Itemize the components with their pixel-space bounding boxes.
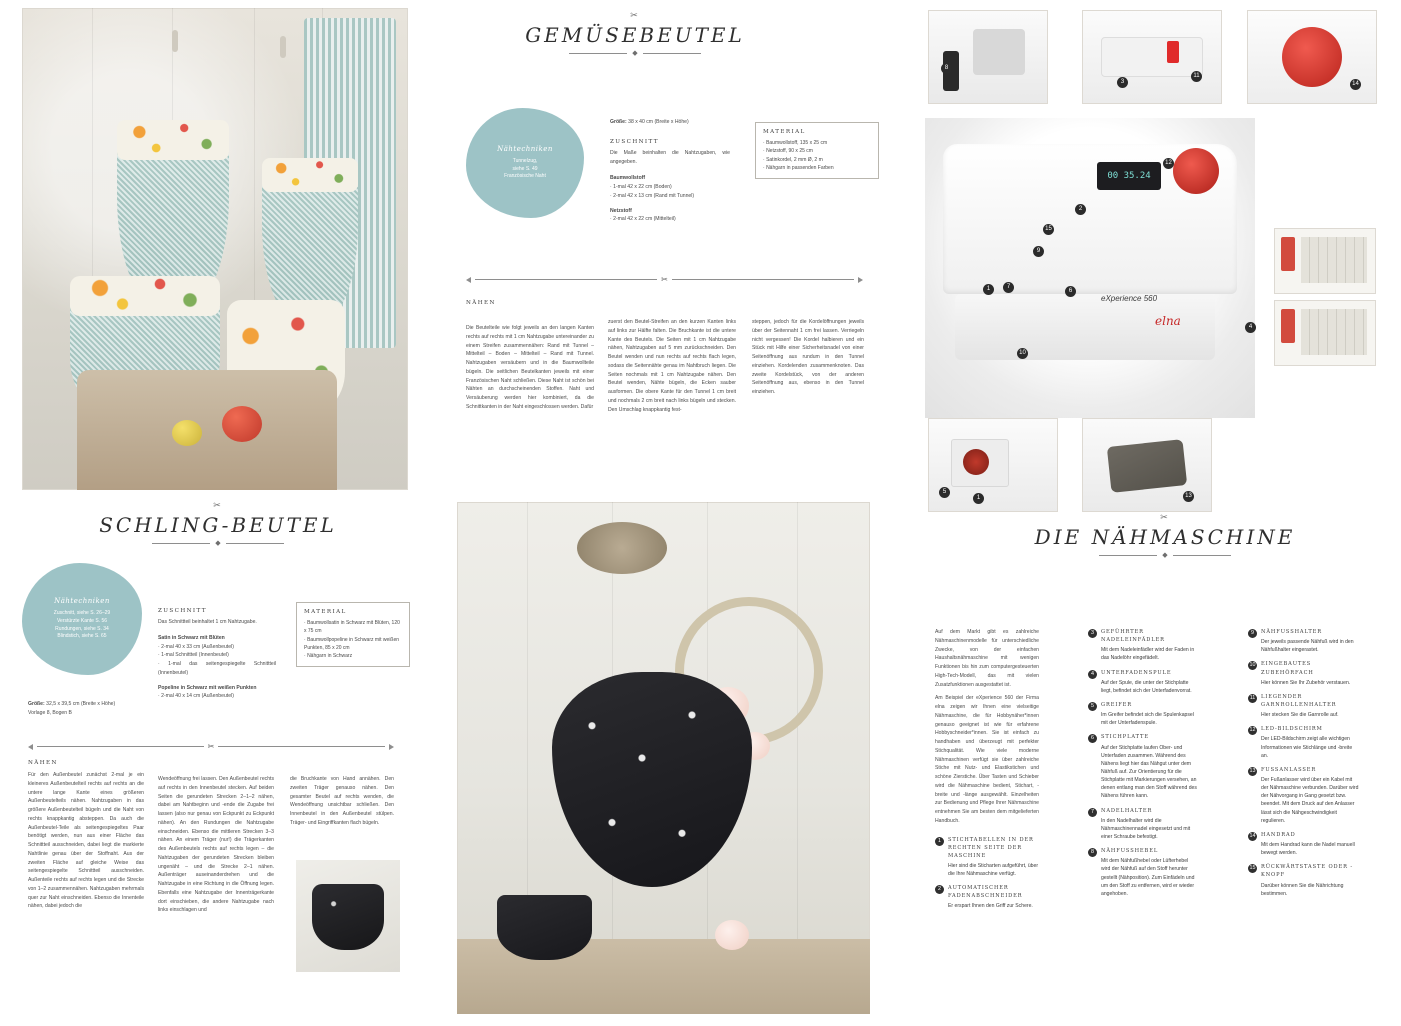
legend-number: 1	[935, 837, 944, 846]
legend-item-12	[1248, 725, 1360, 760]
callout-14: 14	[1350, 79, 1361, 90]
legend-text: In den Nadelhalter wird die Nähmaschinennadel eingesetzt und mit einer Schraube befestigt.	[1101, 817, 1191, 840]
material-label: MATERIAL	[304, 609, 347, 615]
cloud-line-2: siehe S. 49	[512, 165, 538, 172]
material-item-2: · Netzstoff, 90 x 25 cm	[763, 148, 813, 155]
cloud-line-1: Zuschnitt, siehe S. 26–29	[53, 610, 111, 616]
zuschnitt-group-1-item-1: · 2-mal 40 x 33 cm (Außenbeutel)	[158, 643, 234, 650]
material-item-1: · Baumwollsatin in Schwarz mit Blüten, 120 x 75 cm	[304, 620, 400, 635]
legend-item-13	[1248, 766, 1360, 825]
legend-number: 2	[935, 885, 944, 894]
photo-sewing-machine	[925, 118, 1255, 418]
legend-number: 3	[1088, 629, 1097, 638]
zuschnitt-group-2-item-1: · 2-mal 42 x 22 cm (Mittelteil)	[610, 216, 676, 223]
callout-5: 5	[939, 487, 950, 498]
photo-detail-controls	[1082, 10, 1222, 104]
page-title-gemuesebeutel: GEMÜSEBEUTEL	[525, 23, 745, 47]
callout-1b: 1	[973, 493, 984, 504]
material-label: MATERIAL	[763, 129, 806, 135]
nahen-column-1: Die Beutelteile wie folgt jeweils an den langen Kanten rechts auf rechts mit 1 cm Nahtzugabe untereinander zu einem Streifen zusammennähen: Rand mit Tunnel – Mittelteil – Boden – Mittelteil – Rand mit Tunnel. Nahtzugaben versäubern und in die Baumwollteile bügeln. Die seitlichen Beutelkanten jeweils mit einer Französischen Naht schließen. Diese Naht ist schön bei Nähten an durchscheinenden Stoffen. Naht und Versäuberung werden hier kombiniert, da die Schnittkanten in der Naht eingeschlossen werden. Dafür	[466, 325, 594, 410]
cloud-title: Nähtechniken	[497, 144, 553, 153]
callout-7: 7	[1003, 282, 1014, 293]
callout-4: 4	[1245, 322, 1256, 333]
legend-item-7	[1088, 807, 1198, 842]
legend-number: 8	[1088, 848, 1097, 857]
photo-detail-handwheel	[1247, 10, 1377, 104]
legend-text: Er erspart Ihnen den Griff zur Schere.	[948, 903, 1033, 910]
machine-brand: elna	[1155, 314, 1181, 328]
legend-item-9	[1248, 628, 1360, 654]
zuschnitt-group-2-name: Netzstoff	[610, 207, 632, 214]
material-item-3: · Satinkordel, 2 mm Ø, 2 m	[763, 156, 823, 163]
legend-number: 6	[1088, 734, 1097, 743]
legend-text: Mit dem Nadeleinfädler wird der Faden in das Nadelöhr eingefädelt.	[1101, 647, 1195, 662]
callout-11: 11	[1191, 71, 1202, 82]
machine-display: 00 35.24	[1097, 162, 1161, 190]
legend-text: Der jeweils passende Nähfuß wird in den Nähfußhalter eingerastet.	[1261, 639, 1354, 654]
callout-6: 6	[1065, 286, 1076, 297]
callout-1: 1	[983, 284, 994, 295]
gemuese-material-box	[755, 122, 879, 179]
legend-text: Hier sind die Sticharten aufgeführt, über die Ihre Nähmaschine verfügt.	[948, 862, 1039, 878]
scissors-icon: ✂	[1160, 512, 1170, 522]
photo-pattern-detail	[296, 860, 400, 972]
legend-title: EINGEBAUTES ZUBEHÖRFACH	[1261, 661, 1314, 676]
callout-3: 3	[1117, 77, 1128, 88]
nahen-label: NÄHEN	[466, 300, 496, 306]
schling-size-block	[28, 700, 153, 718]
gemuese-divider	[466, 275, 863, 284]
cloud-line-3: Französische Naht	[504, 173, 546, 180]
legend-text: Der LED-Bildschirm zeigt alle wichtigen Informationen wie Stichlänge und -breite an.	[1261, 736, 1353, 759]
schling-title-block: ✂ SCHLING-BEUTEL ◆	[28, 500, 408, 547]
machine-intro-p2: Am Beispiel der eXperience 560 der Firma elna zeigen wir Ihnen eine vielseitige Nähmaschine, die für Hobbynäher*innen genauso geeignet ist wie für erfahrene Hobbyschneider*innen. Sie ist einfach zu handhaben und überzeugt mit perfekter Stichqualität. Wie viele moderne Nähmaschinen verfügt sie über zahlreiche Stiche mit Nutz- und Elastikstichen und schöne Zierstiche. Über Tasten und Schieber wird die Nähmaschine bedient, Stichart, -breite und -länge ausgewählt. Einzelheiten zur Bedienung und Pflege Ihrer Nähmaschine entnehmen Sie am besten dem mitgelieferten Handbuch.	[935, 695, 1039, 824]
zuschnitt-label: ZUSCHNITT	[610, 138, 659, 145]
legend-title: GREIFER	[1101, 701, 1133, 708]
schling-zuschnitt-block	[158, 608, 276, 701]
callout-8: 8	[941, 63, 952, 74]
cloud-line-4: Blindstich, siehe S. 65	[57, 633, 107, 640]
legend-text: Auf der Spule, die unter der Stichplatte liegt, befindet sich der Unterfadenvorrat.	[1101, 679, 1192, 694]
callout-13: 13	[1183, 491, 1194, 502]
legend-text: Hier stecken Sie die Garnrolle auf.	[1261, 712, 1339, 719]
legend-title: LED-BILDSCHIRM	[1261, 726, 1323, 733]
schling-divider	[28, 742, 394, 751]
zuschnitt-group-1-item-2: · 1-mal Schnittteil (Innenbeutel)	[158, 652, 229, 659]
legend-title: UNTERFADENSPULE	[1101, 669, 1172, 676]
legend-item-8	[1088, 847, 1198, 898]
photo-schling-bag	[457, 502, 870, 1014]
callout-9: 9	[1033, 246, 1044, 257]
cloud-line-3: Rundungen, siehe S. 34	[55, 625, 109, 632]
legend-item-4	[1088, 669, 1198, 695]
gemuese-technique-cloud	[466, 108, 584, 218]
photo-detail-bobbin-area	[928, 418, 1058, 512]
material-item-4: · Nähgarn in passenden Farben	[763, 164, 834, 171]
callout-12: 12	[1163, 158, 1174, 169]
legend-text: Auf der Stichplatte laufen Ober- und Unterfaden zusammen. Während des Nähens liegt hier das Nähgut unter dem Nähfuß auf. Zur Orientierung für die Stichplatte mit Markierungen versehen, an denen entlang man den Stoff während des Nähens führen kann.	[1101, 744, 1197, 800]
legend-text: Darüber können Sie die Nährichtung bestimmen.	[1261, 882, 1344, 897]
nahen-column-1: Für den Außenbeutel zunächst 2-mal je ein kleineres Außenbeutelteil rechts auf rechts an die untere lange Kante eines größeren Außenbeutelteils nähen. Nahtzugaben in das größere Außenbeutelteil bügeln und die Naht von rechts knappkantig absteppen. Da auch die Außenbeutel-Teile als seitengespiegeltes Paar benötigt werden, nun aus einer Fläche das Schnittteil ausschneiden, dabei liegt die markierte Nahtlinie genau über der Stoffnaht. Aus der zweiten Fläche auf gleiche Weise das seitengespiegelte Schnittteil ausschneiden. Außenteile rechts auf rechts legen und die Strecke von 1–2 zusammennähen. Nahtzugaben mehrmals quer zur Naht einschneiden. Ebenso die Innenteile nähen, dabei jedoch die	[28, 772, 144, 910]
legend-number: 5	[1088, 702, 1097, 711]
legend-item-3	[1088, 628, 1198, 663]
gemuese-zuschnitt-block	[610, 118, 730, 224]
legend-item-10	[1248, 660, 1360, 686]
size-line: Größe: 38 x 40 cm (Breite x Höhe)	[610, 119, 689, 125]
legend-text: Im Greifer befindet sich die Spulenkapsel mit der Unterfadenspule.	[1101, 712, 1194, 727]
schling-material-box	[296, 602, 410, 667]
legend-item-11	[1248, 693, 1360, 719]
legend-title: STICHPLATTE	[1101, 734, 1149, 741]
zuschnitt-label: ZUSCHNITT	[158, 608, 207, 614]
legend-text: Mit dem Nähfußhebel oder Lüfterhebel wird der Nähfuß auf den Stoff herunter gestellt (Nähposition). Zum Einfädeln und um den Stoff zu entfernen, wird er wieder angehoben.	[1101, 858, 1195, 897]
legend-title: NÄHFUSSHEBEL	[1101, 848, 1159, 855]
photo-accessory-feet-2	[1274, 300, 1376, 366]
photo-foot-pedal	[1082, 418, 1212, 512]
legend-title: HANDRAD	[1261, 831, 1296, 838]
legend-title: NÄHFUSSHALTER	[1261, 629, 1323, 635]
legend-item-5	[1088, 701, 1198, 727]
page-title-machine: DIE NÄHMASCHINE	[1034, 525, 1296, 549]
legend-number: 4	[1088, 670, 1097, 679]
callout-2: 2	[1075, 204, 1086, 215]
zuschnitt-intro: Die Maße beinhalten die Nahtzugaben, wie angegeben.	[610, 149, 730, 165]
zuschnitt-group-1-name: Satin in Schwarz mit Blüten	[158, 634, 225, 641]
machine-intro-column	[935, 628, 1039, 917]
material-item-1: · Baumwollstoff, 135 x 25 cm	[763, 140, 828, 146]
machine-intro-p1: Auf dem Markt gibt es zahlreiche Nähmaschinenmodelle für unterschiedliche Zwecke, von der einfachen Haushaltsnähmaschine mit wenigen Funktionen bis hin zum computergesteuerten High-Tech-Modell, das mit vielen Zusatzfunktionen ausgestattet ist.	[935, 629, 1039, 688]
schling-technique-cloud	[22, 563, 142, 675]
legend-number: 11	[1249, 694, 1256, 701]
legend-number: 13	[1249, 767, 1256, 774]
schling-nahen-label-block	[28, 760, 144, 911]
legend-item-6	[1088, 733, 1198, 800]
material-item-3: · Nähgarn in Schwarz	[304, 653, 353, 659]
legend-text: Mit dem Handrad kann die Nadel manuell bewegt werden.	[1261, 841, 1355, 857]
scissors-icon: ✂	[207, 742, 215, 751]
legend-title: LIEGENDER GARNROLLENHALTER	[1261, 693, 1337, 708]
scissors-icon: ✂	[661, 275, 668, 284]
nahen-column-2: zuerst den Beutel-Streifen an den kurzen Kanten links auf links zur Hälfte falten. Die Bruchkante ist die untere Kante des Beutels. Die Seiten mit 1 cm Nahtzugabe nähen, Nahtzugaben auf 5 mm zurückschneiden. Den Beutel wenden und nun rechts auf rechts flach legen, sodass die Seitennähte genau im Nahtbruch liegen. Die Seiten nochmals mit 1 cm Nahtzugabe nähen. Den Beutel wenden, Nähte bügeln, die Ecken sauber ausformen. Die obere Kante für den Tunnel 1 cm breit und nochmals 2 cm breit nach links bügeln und stecken. Den Umschlag knappkantig fest-	[608, 319, 736, 413]
legend-title: STICHTABELLEN IN DER RECHTEN SEITE DER MASCHINE	[948, 836, 1034, 859]
callout-10: 10	[1017, 348, 1028, 359]
photo-vegetable-bags	[22, 8, 408, 490]
legend-number: 15	[1249, 865, 1256, 872]
page-title-schling: SCHLING-BEUTEL	[99, 513, 337, 537]
legend-title: NADELHALTER	[1101, 807, 1153, 814]
legend-title: FUSSANLASSER	[1261, 766, 1317, 773]
legend-title: AUTOMATISCHER FADENABSCHNEIDER	[948, 885, 1023, 900]
legend-number: 12	[1249, 727, 1256, 734]
callout-15: 15	[1043, 224, 1054, 235]
legend-title: GEFÜHRTER NADELEINFÄDLER	[1101, 629, 1165, 644]
scissors-icon: ✂	[213, 500, 223, 510]
zuschnitt-group-1-item-2: · 2-mal 42 x 13 cm (Rand mit Tunnel)	[610, 192, 695, 199]
machine-legend-column-2	[1088, 628, 1198, 904]
legend-item-15	[1248, 863, 1360, 898]
machine-title-block: ✂ DIE NÄHMASCHINE ◆	[1000, 512, 1330, 559]
legend-item-1	[935, 836, 1039, 879]
legend-title: RÜCKWÄRTSTASTE ODER -KNOPF	[1261, 864, 1354, 879]
template-line: Vorlage 8, Bogen B	[28, 709, 72, 716]
legend-text: Der Fußanlasser wird über ein Kabel mit der Nähmaschine verbunden. Darüber wird der Nähvorgang in Gang gesetzt bzw. beendet. Mit dem Druck auf den Anlasser lässt sich die Nähgeschwindigkeit regulieren.	[1261, 776, 1359, 824]
machine-model: eXperience 560	[1101, 294, 1158, 303]
legend-item-2	[935, 884, 1039, 910]
nahen-column-3: steppen, jedoch für die Kordelöffnungen jeweils über der Seitennaht 1 cm frei lassen. Verriegeln nicht vergessen! Die Kordel halbieren und ein Stück mit Hilfe einer Sicherheitsnadel von einer Seitenöffnung aus rundum in den Tunnel einziehen. Kordelenden zusammenknoten. Das zweite Kordelstück, von der anderen Seitenöffnung aus, ebenso in den Tunnel einziehen.	[752, 319, 864, 395]
gemuese-nahen-label-block	[466, 300, 594, 412]
material-item-2: · Baumwollpopeline in Schwarz mit weißen Punkten, 85 x 20 cm	[304, 636, 400, 651]
cloud-title: Nähtechniken	[54, 597, 110, 605]
photo-accessory-feet-1	[1274, 228, 1376, 294]
legend-item-14	[1248, 831, 1360, 857]
zuschnitt-group-2-name: Popeline in Schwarz mit weißen Punkten	[158, 684, 257, 691]
legend-text: Hier können Sie Ihr Zubehör verstauen.	[1261, 679, 1351, 686]
gemuesebeutel-title-block: ✂ GEMÜSEBEUTEL ◆	[470, 10, 800, 57]
machine-legend-column-3	[1248, 628, 1360, 904]
nahen-column-3: die Bruchkante von Hand annähen. Den zweiten Träger genauso nähen. Den gesamter Beutel auf rechts wenden, die Wendeöffnung unsichtbar schließen. Den Innenbeutel in den Außenbeutel stülpen. Träger- und Eingriffkanten flach bügeln.	[290, 776, 394, 826]
photo-detail-needle-threader	[928, 10, 1048, 104]
legend-number: 14	[1249, 832, 1256, 839]
zuschnitt-group-1-name: Baumwollstoff	[610, 175, 646, 182]
zuschnitt-group-2-item-1: · 2-mal 40 x 14 cm (Außenbeutel)	[158, 693, 234, 700]
nahen-label: NÄHEN	[28, 760, 58, 766]
zuschnitt-intro: Das Schnittteil beinhaltet 1 cm Nahtzugabe.	[158, 619, 257, 625]
legend-number: 10	[1249, 662, 1256, 669]
zuschnitt-group-1-item-3: · 1-mal das seitengespiegelte Schnittteil (Innenbeutel)	[158, 661, 276, 676]
scissors-icon: ✂	[630, 10, 640, 20]
nahen-column-2: Wendeöffnung frei lassen. Den Außenbeutel rechts auf rechts in den Innenbeutel stecken. Auf beiden Seiten die gerundeten Strecken 2–1–2 nähen, dabei am Nahtbeginn und -ende die Zugabe frei lassen (also nur genau von Eckpunkt zu Eckpunkt nähen). An den Rundungen die Nahtzugabe einschneiden. Ebenso die mittleren Strecken 3–3 nähen. An einem Träger (nur!) die Trägerkanten des Außenbeutels rechts auf rechts legen – die Nahtzugaben der gerundeten Strecken bleiben ungenäht – und die Strecke 2–1 nähen. Außenträger auseinanderdrehen und die Nahtzugabe in eine Richtung in die Öffnung legen. Ebenfalls eine Nahtzugabe der Innenträgerkante dort einschieben, die andere Nahtzugabe nach links einschlagen und	[158, 776, 274, 914]
cloud-line-1: Tunnelzug,	[512, 157, 538, 164]
zuschnitt-group-1-item-1: · 1-mal 42 x 22 cm (Boden)	[610, 184, 672, 190]
legend-number: 7	[1088, 808, 1097, 817]
legend-number: 9	[1248, 629, 1257, 638]
size-line: Größe: 32,5 x 39,5 cm (Breite x Höhe)	[28, 701, 116, 707]
cloud-line-2: Verstürzte Kante S. 56	[56, 617, 108, 624]
